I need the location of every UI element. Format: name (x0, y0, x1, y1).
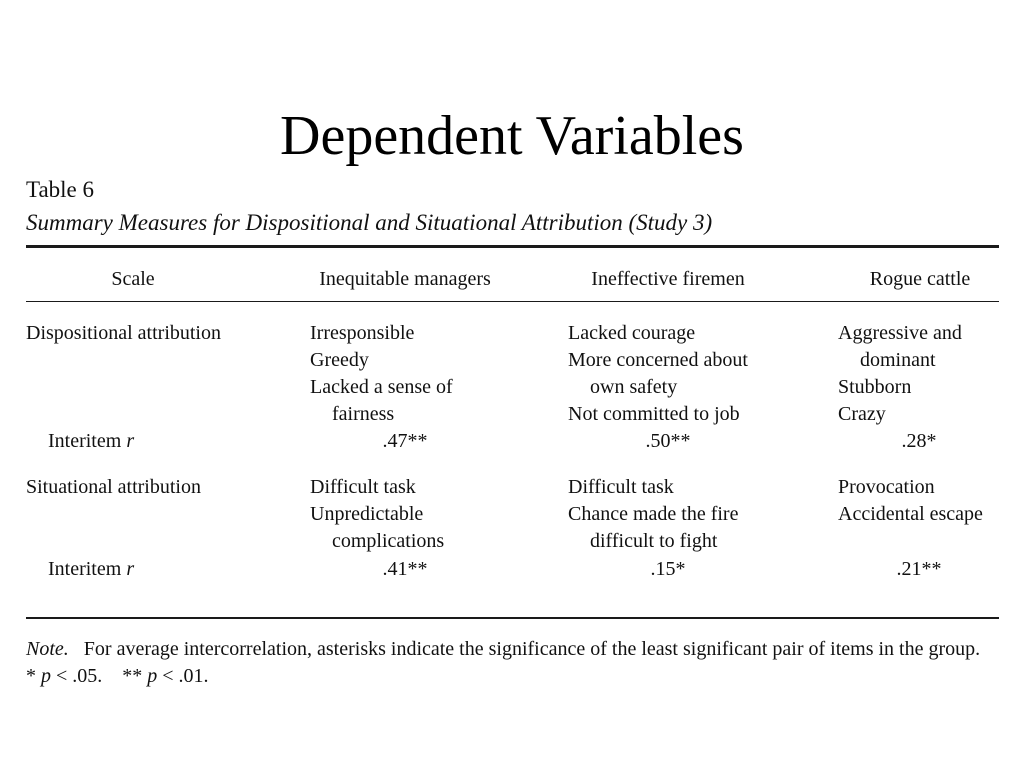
situational-managers-items (310, 474, 444, 555)
header-inequitable-managers: Inequitable managers (319, 268, 491, 290)
slide-title: Dependent Variables (280, 105, 744, 167)
interitem-dispositional-managers: .47** (382, 430, 428, 452)
list-item: Lacked a sense of (310, 376, 453, 398)
list-item: Irresponsible (310, 322, 415, 344)
dispositional-managers-items (310, 320, 453, 428)
list-item: More concerned about (568, 349, 748, 371)
row-label-situational: Situational attribution (26, 476, 201, 498)
table-caption: Summary Measures for Dispositional and Situational Attribution (Study 3) (26, 210, 713, 235)
list-item: Greedy (310, 349, 369, 371)
list-item: Unpredictable (310, 503, 424, 525)
interitem-situational-managers: .41** (382, 558, 428, 580)
list-item: Chance made the fire (568, 503, 739, 525)
list-item: complications (332, 530, 445, 552)
table-top-rule (26, 245, 999, 248)
header-rogue-cattle: Rogue cattle (869, 268, 971, 290)
table-header-rule (26, 301, 999, 302)
list-item: own safety (590, 376, 678, 398)
table-note (26, 636, 1004, 690)
situational-firemen-items (568, 474, 738, 555)
interitem-situational-cattle: .21** (896, 558, 942, 580)
note-text: Note. For average intercorrelation, asterisks indicate the significance of the least significant pair of items in the group. (26, 638, 981, 660)
row-label-dispositional: Dispositional attribution (26, 322, 221, 344)
interitem-label-situational: Interitem r (48, 558, 135, 580)
list-item: dominant (860, 349, 936, 371)
header-ineffective-firemen: Ineffective firemen (591, 268, 745, 290)
list-item: Lacked courage (568, 322, 696, 344)
list-item: difficult to fight (590, 530, 718, 552)
table-bottom-rule (26, 617, 999, 619)
header-scale: Scale (111, 268, 155, 290)
note-label: Note. (26, 638, 69, 660)
list-item: Crazy (838, 403, 886, 425)
interitem-label-dispositional: Interitem r (48, 430, 135, 452)
interitem-situational-firemen: .15* (650, 558, 686, 580)
list-item: Accidental escape (838, 503, 983, 525)
list-item: Stubborn (838, 376, 912, 398)
list-item: Difficult task (310, 476, 416, 498)
dispositional-firemen-items (568, 320, 748, 428)
list-item: Provocation (838, 476, 935, 498)
list-item: Difficult task (568, 476, 674, 498)
significance-legend: * p < .05. ** p < .01. (26, 665, 209, 687)
table-label: Table 6 (26, 177, 95, 202)
list-item: fairness (332, 403, 395, 425)
list-item: Not committed to job (568, 403, 740, 425)
interitem-dispositional-cattle: .28* (901, 430, 937, 452)
dispositional-cattle-items (838, 320, 962, 428)
list-item: Aggressive and (838, 322, 962, 344)
interitem-dispositional-firemen: .50** (645, 430, 691, 452)
situational-cattle-items (838, 474, 983, 528)
